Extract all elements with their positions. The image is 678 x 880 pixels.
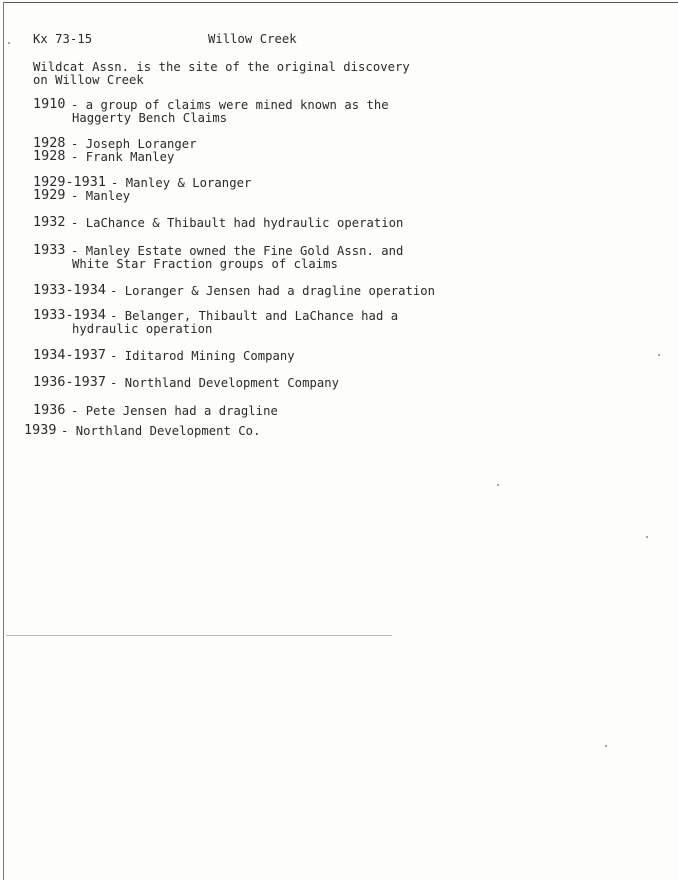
entry-text: - Northland Development Company xyxy=(110,376,340,390)
entry-year: 1933 xyxy=(33,243,66,258)
entry-year: 1936 xyxy=(33,403,66,418)
entry-text: - Manley Estate owned the Fine Gold Assn. and xyxy=(71,244,404,258)
entry-year: 1932 xyxy=(33,215,66,230)
entry-text: - Manley & Loranger xyxy=(111,176,252,190)
entry-text: - Iditarod Mining Company xyxy=(110,349,295,363)
entry-text: - Northland Development Co. xyxy=(61,424,261,438)
speck-mark xyxy=(497,484,499,486)
entry-text: - LaChance & Thibault had hydraulic operation xyxy=(71,216,404,230)
entry-text: - Loranger & Jensen had a dragline operation xyxy=(110,284,436,298)
entry-text: - Pete Jensen had a dragline xyxy=(71,404,278,418)
speck-mark xyxy=(646,536,648,538)
intro-line-2: on Willow Creek xyxy=(33,73,144,87)
entry-year: 1928 xyxy=(33,149,66,164)
speck-mark xyxy=(658,354,660,356)
entry-year: 1933-1934 xyxy=(33,308,107,323)
document-title: Willow Creek xyxy=(208,32,297,46)
entry-year: 1939 xyxy=(24,423,57,438)
file-number: Kx 73-15 xyxy=(33,32,93,46)
entry-year: 1910 xyxy=(33,97,66,112)
page-top-edge xyxy=(4,2,678,3)
entry-year: 1929 xyxy=(33,188,66,203)
entry-text-cont: hydraulic operation xyxy=(72,322,213,336)
entry-text: - Manley xyxy=(71,189,131,203)
intro-line-1: Wildcat Assn. is the site of the original discovery xyxy=(33,60,410,74)
page-fold-line xyxy=(6,635,392,636)
entry-year: 1936-1937 xyxy=(33,375,107,390)
entry-text: - Joseph Loranger xyxy=(71,137,197,151)
speck-mark xyxy=(8,42,10,44)
speck-mark xyxy=(605,745,607,747)
entry-text: - Belanger, Thibault and LaChance had a xyxy=(110,309,399,323)
entry-text: - a group of claims were mined known as the xyxy=(71,98,389,112)
entry-text-cont: White Star Fraction groups of claims xyxy=(72,257,338,271)
entry-text: - Frank Manley xyxy=(71,150,175,164)
entry-year: 1934-1937 xyxy=(33,348,107,363)
entry-year: 1933-1934 xyxy=(33,283,107,298)
page-left-edge xyxy=(3,2,4,880)
entry-text-cont: Haggerty Bench Claims xyxy=(72,111,228,125)
entry-year: 1929-1931 xyxy=(33,175,107,190)
entry-year: 1928 xyxy=(33,136,66,151)
